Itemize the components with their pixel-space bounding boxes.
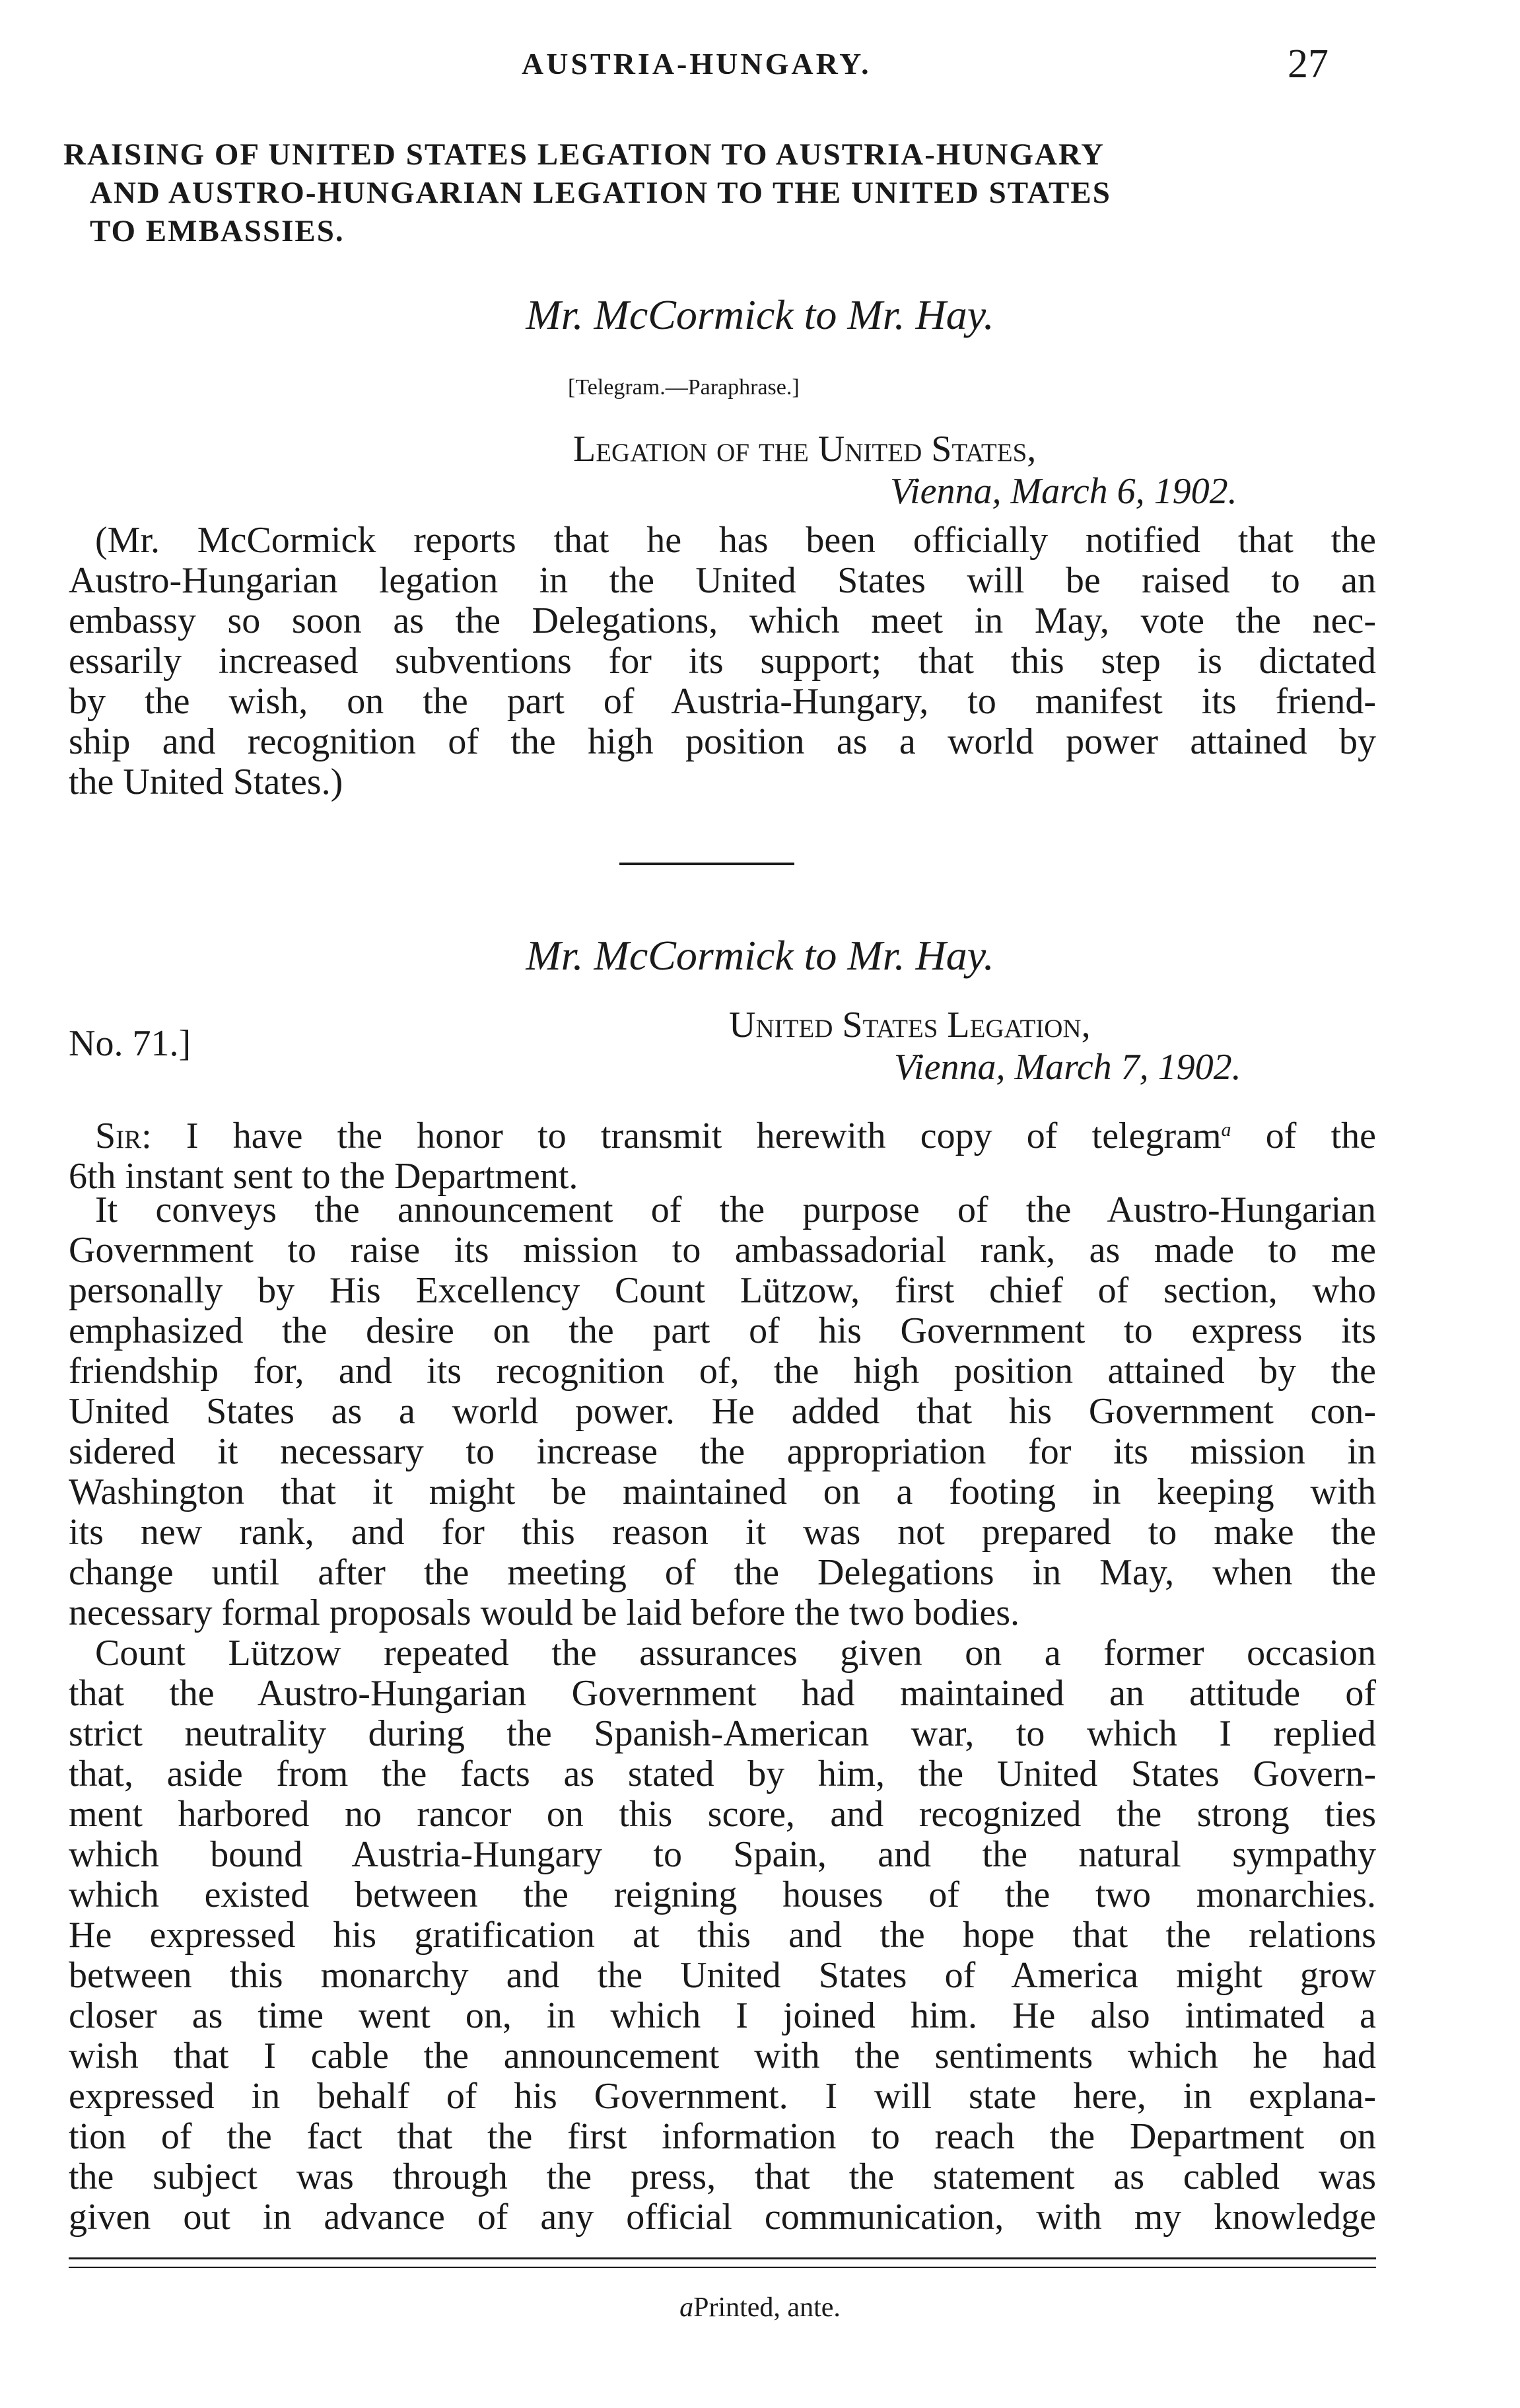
text-line: ship and recognition of the high position as a world power attained by	[69, 721, 1376, 762]
section-heading-line: RAISING OF UNITED STATES LEGATION TO AUSTRIA-HUNGARY	[63, 137, 1105, 172]
text-line: by the wish, on the part of Austria-Hungary, to manifest its friend-	[69, 681, 1376, 722]
text-line: embassy so soon as the Delegations, which meet in May, vote the nec-	[69, 600, 1376, 641]
document-number: No. 71.]	[69, 1023, 191, 1064]
text-line: the United States.)	[69, 761, 343, 802]
dateline	[729, 1004, 1241, 1088]
text-line: strict neutrality during the Spanish-American war, to which I replied	[69, 1713, 1376, 1754]
dateline-place: United States Legation,	[729, 1005, 1091, 1045]
footnote-rule	[69, 2267, 1376, 2268]
text-line: which bound Austria-Hungary to Spain, and the natural sympathy	[69, 1834, 1376, 1875]
text-line: personally by His Excellency Count Lützow, first chief of section, who	[69, 1270, 1376, 1311]
text-line	[69, 1110, 1376, 1156]
section-heading	[63, 135, 1377, 250]
text-line: Government to raise its mission to ambassadorial rank, as made to me	[69, 1230, 1376, 1271]
text-line: sidered it necessary to increase the appropriation for its mission in	[69, 1431, 1376, 1472]
telegram-note: [Telegram.—Paraphrase.]	[568, 375, 800, 400]
text-line: friendship for, and its recognition of, the high position attained by the	[69, 1351, 1376, 1392]
text-line: necessary formal proposals would be laid before the two bodies.	[69, 1592, 1020, 1633]
text-line: Austro-Hungarian legation in the United States will be raised to an	[69, 560, 1376, 601]
text-line: closer as time went on, in which I joined him. He also intimated a	[69, 1995, 1376, 2036]
text-line: its new rank, and for this reason it was not prepared to make the	[69, 1512, 1376, 1553]
letter-title: Mr. McCormick to Mr. Hay.	[526, 291, 994, 338]
footnote-text: Printed, ante.	[693, 2292, 841, 2323]
section-divider	[619, 863, 794, 865]
dateline	[573, 428, 1237, 513]
text-line: tion of the fact that the first information to reach the Department on	[69, 2116, 1376, 2157]
text-line: the subject was through the press, that the statement as cabled was	[69, 2156, 1376, 2197]
section-heading-line: TO EMBASSIES.	[90, 214, 345, 248]
salutation: Sir:	[95, 1115, 152, 1156]
text-line: essarily increased subventions for its support; that this step is dictated	[69, 641, 1376, 682]
text-bottom-rule	[69, 2257, 1376, 2259]
running-head: AUSTRIA-HUNGARY.	[522, 47, 872, 81]
text-line: emphasized the desire on the part of his Government to express its	[69, 1310, 1376, 1351]
letter1-body	[69, 520, 1376, 802]
text-line: that the Austro-Hungarian Government had maintained an attitude of	[69, 1673, 1376, 1714]
opening-text: I have the honor to transmit herewith copy of telegram	[186, 1115, 1222, 1156]
page-number: 27	[1288, 42, 1329, 87]
dateline-date: Vienna, March 7, 1902.	[894, 1047, 1241, 1088]
footnote	[0, 2292, 1520, 2323]
text-line: It conveys the announcement of the purpose of the Austro-Hungarian	[95, 1189, 1376, 1230]
footnote-mark: a	[679, 2292, 694, 2323]
text-line: which existed between the reigning houses of the two monarchies.	[69, 1874, 1376, 1915]
letter-title: Mr. McCormick to Mr. Hay.	[526, 932, 994, 979]
text-line: He expressed his gratification at this and the hope that the relations	[69, 1915, 1376, 1956]
text-line: change until after the meeting of the Delegations in May, when the	[69, 1552, 1376, 1593]
dateline-place: Legation of the United States,	[573, 429, 1037, 470]
footnote-reference: a	[1221, 1119, 1231, 1141]
text-line: that, aside from the facts as stated by him, the United States Govern-	[69, 1753, 1376, 1794]
text-line: given out in advance of any official communication, with my knowledge	[69, 2197, 1376, 2238]
section-heading-line: AND AUSTRO-HUNGARIAN LEGATION TO THE UNITED STATES	[90, 176, 1111, 210]
letter2-paragraph	[69, 1190, 1376, 1633]
text-line: United States as a world power. He added that his Government con-	[69, 1391, 1376, 1432]
dateline-date: Vienna, March 6, 1902.	[890, 471, 1237, 512]
text-line: ment harbored no rancor on this score, and recognized the strong ties	[69, 1794, 1376, 1835]
text-line: expressed in behalf of his Government. I will state here, in explana-	[69, 2076, 1376, 2117]
letter2-paragraph	[69, 1633, 1376, 2238]
opening-text-end: of the	[1265, 1115, 1377, 1156]
text-line: between this monarchy and the United States of America might grow	[69, 1955, 1376, 1996]
text-line: (Mr. McCormick reports that he has been officially notified that the	[95, 520, 1376, 561]
text-line: 6th instant sent to the Department.	[69, 1156, 578, 1197]
text-line: wish that I cable the announcement with the sentiments which he had	[69, 2036, 1376, 2076]
letter2-opening	[69, 1110, 1376, 1197]
text-line: Washington that it might be maintained on a footing in keeping with	[69, 1471, 1376, 1512]
text-line: Count Lützow repeated the assurances given on a former occasion	[95, 1633, 1376, 1674]
